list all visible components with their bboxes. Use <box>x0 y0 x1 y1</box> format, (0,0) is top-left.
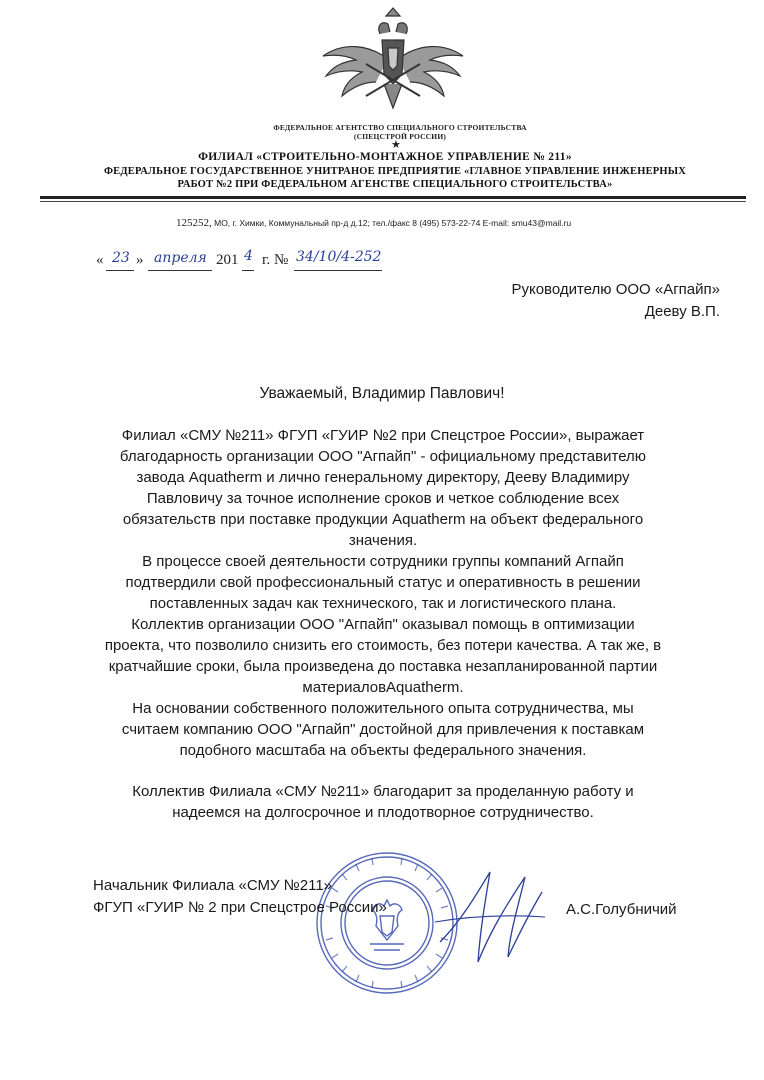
body-line: проекта, что позволило снизить его стоимость, без потери качества. А так же, в <box>104 637 662 654</box>
signatory-name: А.С.Голубничий <box>566 901 677 918</box>
body-line: подтвердили свой профессиональный статус и оперативность в решении <box>125 574 641 591</box>
date-year-prefix: 201 <box>216 252 239 268</box>
body-line: подобного масштаба на объекты федерального значения. <box>179 742 587 759</box>
body-line: обязательств при поставке продукции Aquatherm на объект федерального <box>122 511 644 528</box>
body-line: Коллектив организации ООО "Агпайп" оказывал помощь в оптимизации <box>131 616 635 633</box>
body-line: поставленных задач как технического, так и логистического плана. <box>149 595 617 612</box>
body-line: Коллектив Филиала «СМУ №211» благодарит за проделанную работу и <box>132 783 634 800</box>
doc-number-underline <box>294 270 382 271</box>
greeting: Уважаемый, Владимир Павлович! <box>259 385 505 402</box>
agency-short-name: (СПЕЦСТРОЙ РОССИИ) <box>353 132 447 141</box>
body-line: Филиал «СМУ №211» ФГУП «ГУИР №2 при Спецстрое России», выражает <box>121 427 645 444</box>
signatory-position-line2: ФГУП «ГУИР № 2 при Спецстрое России» <box>93 899 387 916</box>
date-month-underline <box>148 270 212 271</box>
date-day: 23 <box>112 250 130 266</box>
body-line: кратчайшие сроки, была произведена до поставка незапланированной партии <box>108 658 658 675</box>
header-divider <box>40 196 746 199</box>
recipient-title: Руководителю ООО «Агпайп» <box>511 281 720 298</box>
double-headed-eagle-emblem-icon <box>318 4 468 122</box>
agency-name: ФЕДЕРАЛЬНОЕ АГЕНТСТВО СПЕЦИАЛЬНОГО СТРОИТЕЛЬСТВА <box>273 123 527 132</box>
body-line: В процессе своей деятельности сотрудники группы компаний Агпайп <box>142 553 624 570</box>
date-open-quote: « <box>96 252 104 268</box>
date-close-quote: » <box>136 252 144 268</box>
body-line: На основании собственного положительного опыта сотрудничества, мы <box>132 700 634 717</box>
body-line: материаловAquatherm. <box>302 679 464 696</box>
address-line <box>176 217 696 229</box>
enterprise-name-line2: РАБОТ №2 ПРИ ФЕДЕРАЛЬНОМ АГЕНСТВЕ СПЕЦИАЛЬНОГО СТРОИТЕЛЬСТВА» <box>177 179 613 190</box>
body-line: значения. <box>348 532 418 549</box>
address-zip: 125252, <box>176 217 212 229</box>
doc-number-prefix: г. № <box>262 252 289 268</box>
date-month: апреля <box>154 250 207 266</box>
body-line: благодарность организации ООО "Агпайп" - официальному представителю <box>119 448 647 465</box>
body-line: Павловичу за точное исполнение сроков и четкое соблюдение всех <box>146 490 620 507</box>
body-line: надеемся на долгосрочное и плодотворное сотрудничество. <box>172 804 594 821</box>
date-year-suffix: 4 <box>244 248 253 264</box>
signatory-position-line1: Начальник Филиала «СМУ №211» <box>93 877 333 894</box>
recipient-name: Дееву В.П. <box>644 303 720 320</box>
enterprise-name-line1: ФЕДЕРАЛЬНОЕ ГОСУДАРСТВЕННОЕ УНИТРАНОЕ ПРЕДПРИЯТИЕ «ГЛАВНОЕ УПРАВЛЕНИЕ ИНЖЕНЕРНЫХ <box>103 166 687 177</box>
date-day-underline <box>106 270 134 271</box>
date-year-underline <box>242 270 254 271</box>
header-divider-thin <box>40 201 746 202</box>
address-details: МО, г. Химки, Коммунальный пр-д д.12; тел./факс 8 (495) 573-22-74 E-mail: smu43@mail.ru <box>211 218 572 228</box>
body-line: завода Aquatherm и лично генеральному директору, Дееву Владимиру <box>136 469 630 486</box>
handwritten-signature-icon <box>430 862 550 972</box>
body-line: считаем компанию ООО "Агпайп" достойной для привлечения к поставкам <box>121 721 645 738</box>
date-number-line <box>96 248 496 274</box>
doc-number: 34/10/4-252 <box>296 249 382 265</box>
star-icon: ★ <box>391 139 401 151</box>
filial-title: ФИЛИАЛ «СТРОИТЕЛЬНО-МОНТАЖНОЕ УПРАВЛЕНИЕ № 211» <box>198 151 572 163</box>
